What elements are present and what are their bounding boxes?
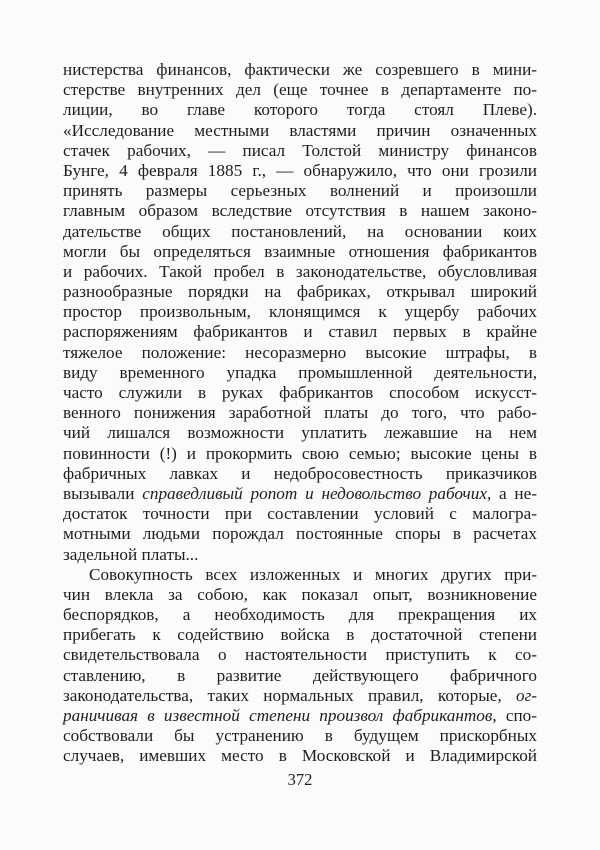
text-segment: разнообразные порядки на фабриках, открывал широкий [63, 282, 537, 302]
text-line [63, 686, 537, 706]
text-segment: принять размеры серьезных волнений и произошли [63, 181, 537, 201]
text-segment: мотными людьми порождал постоянные споры в расчетах [63, 524, 537, 544]
text-segment: свидетельствовала о настоятельности приступить к со- [63, 645, 537, 665]
text-line [63, 282, 537, 302]
paragraph [63, 60, 537, 565]
text-line [63, 161, 537, 181]
text-segment: стачек рабочих, — писал Толстой министру финансов [63, 140, 537, 160]
text-line [63, 100, 537, 120]
text-line [63, 726, 537, 746]
paragraph [63, 565, 537, 767]
text-segment: часто служили в руках фабрикантов способом искусст- [63, 383, 537, 402]
text-segment: тяжелое положение: несоразмерно высокие штрафы, в [63, 342, 537, 362]
text-segment: собствовали бы устранению в будущем прискорбных [63, 726, 537, 746]
text-segment: Бунге, 4 февраля 1885 г., — обнаружило, что они грозили [63, 160, 537, 180]
text-line [63, 403, 537, 423]
text-line [63, 645, 537, 665]
text-line [63, 524, 537, 544]
text-segment: могли бы определяться взаимные отношения фабрикантов [63, 241, 537, 261]
text-line [63, 585, 537, 605]
text-line [63, 262, 537, 282]
text-segment: , спо- [492, 706, 537, 725]
text-segment: прибегать к содействию войска в достаточной степени [63, 625, 537, 645]
text-segment: Совокупность всех изложенных и многих других при- [89, 564, 537, 584]
text-line [63, 181, 537, 201]
text-line [63, 322, 537, 342]
text-line [63, 565, 537, 585]
text-line [63, 343, 537, 363]
page-body-text [63, 60, 537, 767]
text-line [63, 121, 537, 141]
text-segment: задельной платы... [63, 544, 199, 564]
text-segment: чин влекла за собою, как показал опыт, возникновение [63, 584, 537, 604]
text-line [63, 242, 537, 262]
text-line [63, 201, 537, 221]
text-line [63, 706, 537, 726]
text-segment: вызывали [63, 483, 143, 503]
text-segment: ставлению, в развитие действующего фабричного [63, 665, 537, 685]
text-segment: дательстве общих постановлений, на основании коих [63, 221, 537, 241]
text-line [63, 545, 537, 565]
text-segment: а не- [491, 483, 537, 503]
text-segment: чий лишался возможности уплатить лежавшие на нем [63, 423, 537, 443]
text-line [63, 666, 537, 686]
text-segment: распоряжениям фабрикантов и ставил первых в крайне [63, 322, 537, 342]
text-line [63, 625, 537, 645]
text-line [63, 504, 537, 524]
italic-text: раничивая в известной степени произвол фабрикантов [63, 706, 493, 725]
text-line [63, 605, 537, 625]
text-segment: главным образом вследствие отсутствия в нашем законо- [63, 201, 537, 221]
text-line [63, 141, 537, 161]
text-segment: «Исследование местными властями причин означенных [63, 120, 537, 140]
text-segment: нистерства финансов, фактически же созревшего в мини- [63, 60, 537, 79]
text-line [63, 302, 537, 322]
text-segment: повинности (!) и прокормить свою семью; высокие цены в [63, 443, 537, 463]
text-line [63, 363, 537, 383]
text-line [63, 60, 537, 80]
text-segment: законодательства, таких нормальных правил, которые, [63, 685, 516, 705]
text-line [63, 444, 537, 464]
text-line [63, 383, 537, 403]
italic-text: ог- [515, 685, 537, 705]
text-segment: фабричных лавках и недобросовестность приказчиков [63, 463, 537, 483]
text-line [63, 80, 537, 100]
italic-text: справедливый ропот и недовольство рабочих, [142, 483, 492, 503]
text-line [63, 464, 537, 484]
text-line [63, 222, 537, 242]
page-number: 372 [287, 770, 313, 789]
text-segment: случаев, имевших место в Московской и Владимирской [63, 746, 537, 766]
text-segment: достаток точности при составлении условий с малогра- [63, 504, 537, 524]
text-line [63, 423, 537, 443]
text-segment: и рабочих. Такой пробел в законодательстве, обусловливая [63, 261, 537, 281]
text-segment: стерстве внутренних дел (еще точнее в департаменте по- [63, 80, 537, 100]
text-line [63, 746, 537, 766]
text-segment: беспорядков, а необходимость для прекращения их [63, 605, 537, 625]
text-line [63, 484, 537, 504]
text-segment: венного понижения заработной платы до того, что рабо- [63, 403, 537, 423]
text-segment: простор произвольным, клонящимся к ущербу рабочих [63, 302, 537, 322]
text-segment: лиции, во главе которого тогда стоял Плеве). [63, 100, 537, 120]
text-segment: виду временного упадка промышленной деятельности, [63, 362, 537, 382]
